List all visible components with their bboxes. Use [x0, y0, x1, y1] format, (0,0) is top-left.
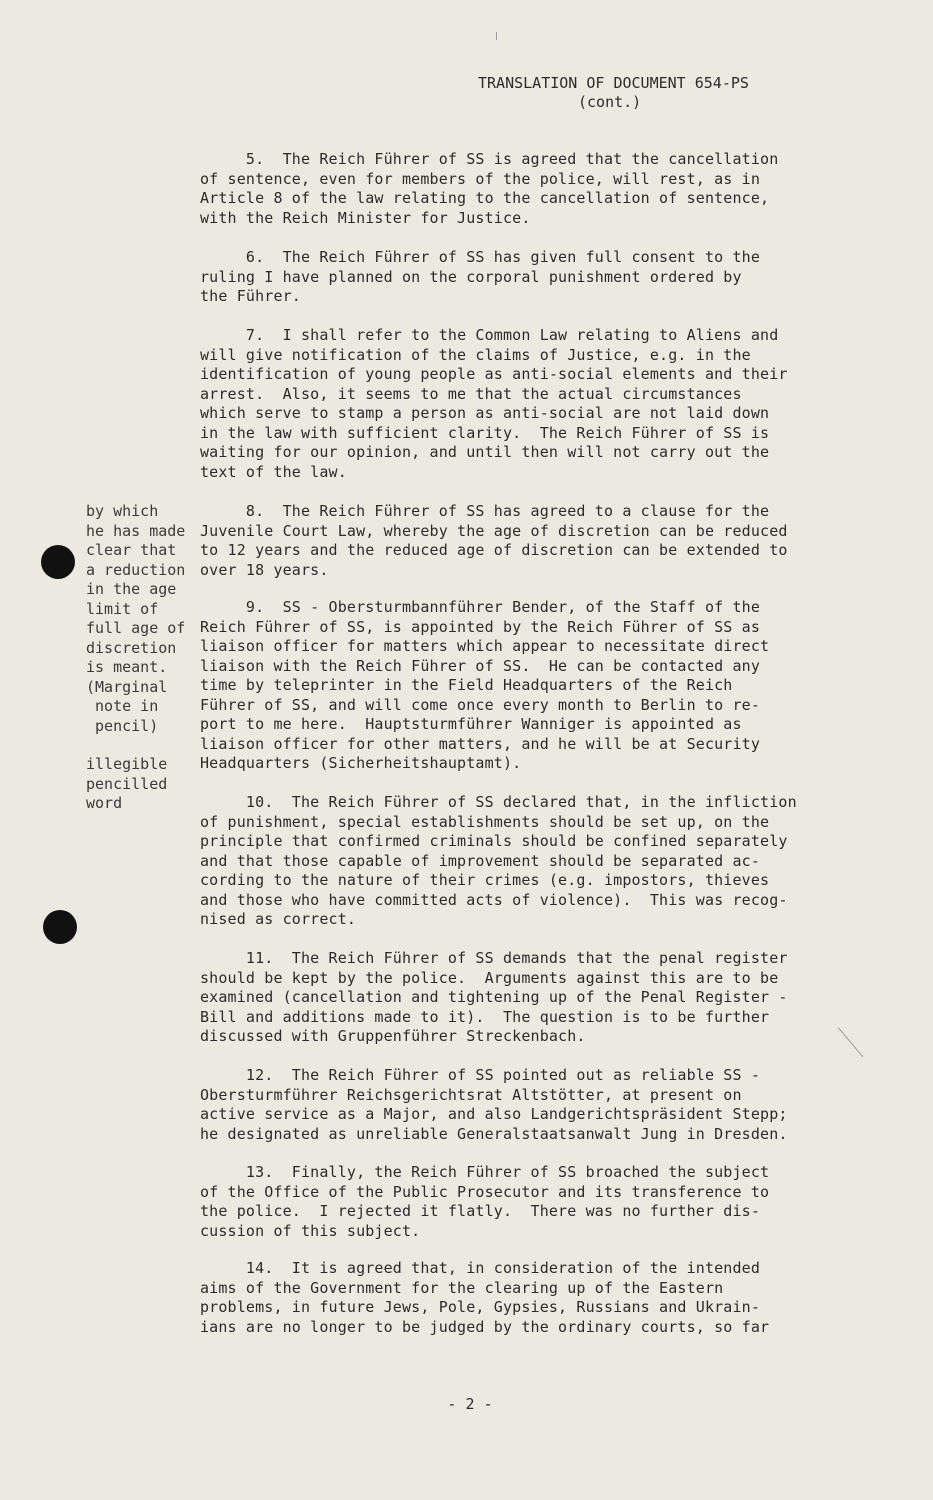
paragraph-5: 5. The Reich Führer of SS is agreed that the cancellation of sentence, even for members of the police, will rest, as in Article 8 of the law relating to the cancellation of sentence, with the Reich Minister for Justice.: [200, 150, 779, 227]
paragraph-10: 10. The Reich Führer of SS declared that, in the infliction of punishment, special establishments should be set up, on the principle that confirmed criminals should be confined separately and that those capable of improvement should be separated ac- cording to the nature of their crimes (e.g. impostors, thieves and those who have committed acts of violence). This was recog- nised as correct.: [200, 793, 797, 928]
paragraph-14: 14. It is agreed that, in consideration of the intended aims of the Government for the clearing up of the Eastern problems, in future Jews, Pole, Gypsies, Russians and Ukrain- ians are no longer to be judged by the ordinary courts, so far: [200, 1259, 770, 1336]
paragraph-8: 8. The Reich Führer of SS has agreed to a clause for the Juvenile Court Law, whereby the age of discretion can be reduced to 12 years and the reduced age of discretion can be extended to over 18 years.: [200, 502, 788, 579]
punch-hole-upper: [41, 545, 75, 579]
paragraph-7: 7. I shall refer to the Common Law relating to Aliens and will give notification of the claims of Justice, e.g. in the identification of young people as anti-social elements and their arrest. Also, it seems to me that the actual circumstances which serve to stamp a person as anti-social are not laid down in the law with sufficient clarity. The Reich Führer of SS is waiting for our opinion, and until then will not carry out the text of the law.: [200, 326, 788, 481]
paragraph-12: 12. The Reich Führer of SS pointed out as reliable SS - Obersturmführer Reichsgerichtsrat Altstötter, at present on active service as a Major, and also Landgerichtspräsident Stepp; he designated as unreliable Generalstaatsanwalt Jung in Dresden.: [200, 1066, 788, 1143]
paragraph-6: 6. The Reich Führer of SS has given full consent to the ruling I have planned on the corporal punishment ordered by the Führer.: [200, 248, 761, 305]
punch-hole-lower: [43, 910, 77, 944]
continued-label: (cont.): [578, 93, 642, 111]
paragraph-9: 9. SS - Obersturmbannführer Bender, of the Staff of the Reich Führer of SS, is appointed by the Reich Führer of SS as liaison officer for matters which appear to necessitate direct liaison with the Reich Führer of SS. He can be contacted any time by teleprinter in the Field Headquarters of the Reich Führer of SS, and will come once every month to Berlin to re- port to me here. Hauptsturmführer Wanniger is appointed as liaison officer for other matters, and he will be at Security Headquarters (Sicherheitshauptamt).: [200, 598, 770, 772]
paragraph-11: 11. The Reich Führer of SS demands that the penal register should be kept by the police. Arguments against this are to be examined (cancellation and tightening up of the Penal Register - Bill and additions made to it). The question is to be further discussed with Gruppenführer Streckenbach.: [200, 949, 788, 1045]
document-title: TRANSLATION OF DOCUMENT 654-PS: [478, 74, 749, 92]
paragraph-13: 13. Finally, the Reich Führer of SS broached the subject of the Office of the Public Prosecutor and its transference to the police. I rejected it flatly. There was no further dis- cussion of this subject.: [200, 1163, 770, 1240]
marginal-note-age-discretion: by which he has made clear that a reduction in the age limit of full age of discretion is meant. (Marginal note in pencil): [86, 502, 186, 735]
marginal-note-illegible: illegible pencilled word: [86, 755, 168, 812]
margin-pencil-mark: [838, 1027, 863, 1057]
top-tick-mark: [496, 32, 497, 40]
page-number: - 2 -: [447, 1395, 493, 1413]
document-header: [478, 74, 778, 112]
